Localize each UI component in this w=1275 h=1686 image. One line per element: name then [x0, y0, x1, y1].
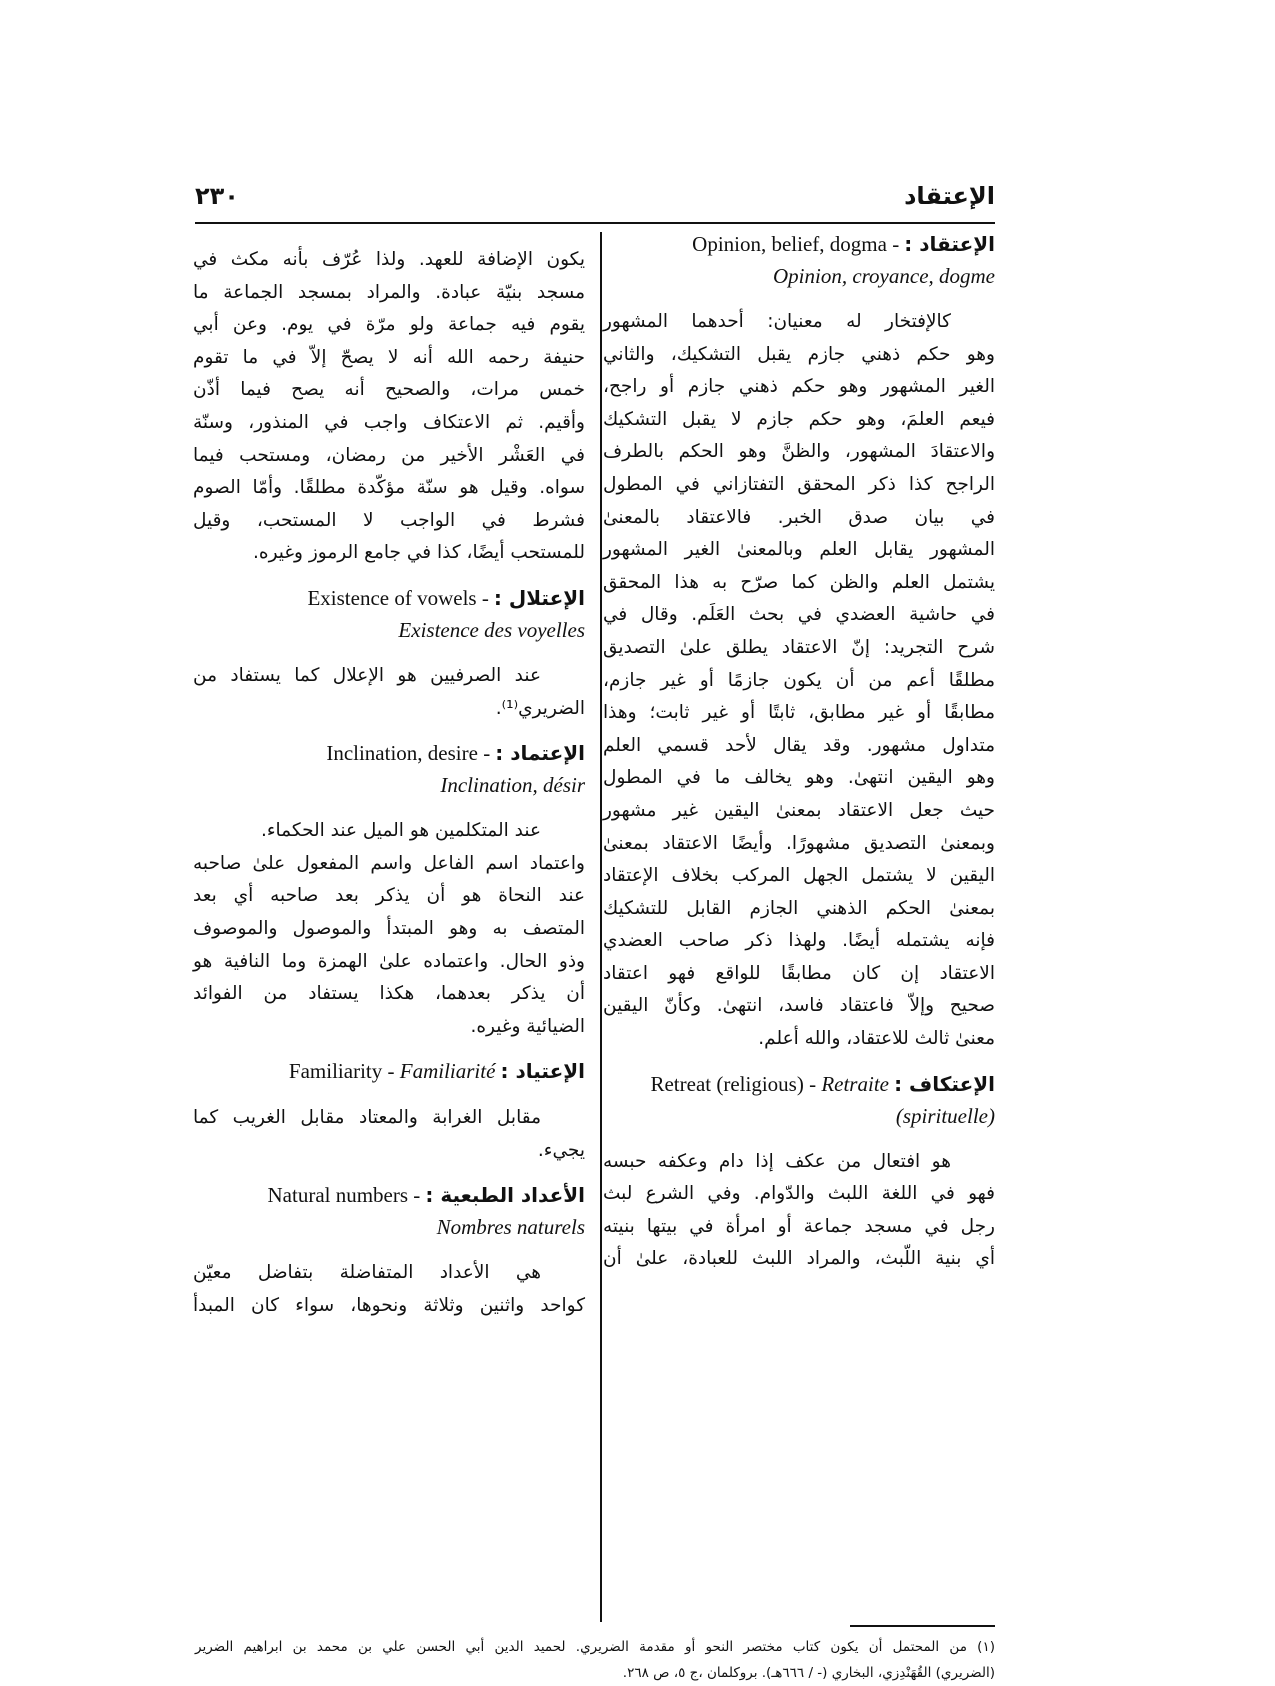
- text-line: بمعنىٰ الحكم الذهني الجازم القابل للتشكيك: [603, 897, 995, 919]
- text-line: كواحد واثنين وثلاثة ونحوها، سواء كان المبدأ: [193, 1295, 585, 1317]
- french-text: Nombres naturels: [436, 1215, 585, 1240]
- text-line: يشتمل العلم والظن كما صرّح به هذا المحقق: [603, 571, 995, 593]
- text-line: الراجح كذا ذكر المحقق التفتازاني في المطول: [603, 473, 995, 495]
- text-line: متداول مشهور. وقد يقال لأحد قسمي العلم: [603, 734, 995, 756]
- entry-headword: الأعداد الطبعية :: [425, 1183, 585, 1208]
- footnotes: [195, 1634, 995, 1686]
- entry-definition: [603, 306, 995, 1056]
- entry-definition: [193, 815, 585, 1043]
- text-line: كالإفتخار له معنيان: أحدهما المشهور: [603, 311, 951, 332]
- text-line: أي بنية اللّبث، والمراد اللبث للعبادة، علىٰ أن: [603, 1248, 995, 1270]
- text-line: فيعم العلمَ، وهو حكم جازم لا يقبل التشكيك: [603, 408, 995, 430]
- entry-french-gloss: [193, 615, 585, 646]
- dictionary-entry-heading: [603, 1068, 995, 1132]
- entry-definition: [193, 660, 585, 725]
- footnote-line: (الضريري) القُهَنْدِزي، البخاري (- / ٦٦٦هـ). بروكلمان ،ج ٥، ص ٢٦٨.: [622, 1665, 995, 1681]
- entry-heading-row: [603, 228, 995, 261]
- text-line: فشرط في الواجب لا المستحب، وقيل: [193, 509, 585, 531]
- dictionary-entry-heading: [193, 1179, 585, 1243]
- text-line: عند المتكلمين هو الميل عند الحكماء.: [260, 820, 541, 842]
- entry-headword: الإعتماد :: [495, 741, 585, 766]
- text-line: في العَشْر الأخير من رمضان، ومستحب فيما: [193, 444, 585, 466]
- text-line: حنيفة رحمه الله أنه لا يصحّ إلاّ في ما تقوم: [193, 346, 585, 368]
- entry-french-gloss: Retraite: [821, 1071, 889, 1096]
- text-line: وبمعنىٰ التصديق مشهورًا. وأيضًا الاعتقاد بمعنىٰ: [603, 832, 995, 854]
- entry-definition: [193, 1257, 585, 1322]
- text-line: عند النحاة هو أن يذكر بعد صاحبه أي بعد: [193, 885, 585, 907]
- french-text: Opinion, croyance, dogme: [773, 264, 995, 288]
- text-line: رجل في مسجد جماعة أو امرأة في بيتها بنيته: [603, 1215, 995, 1237]
- dictionary-entry-heading: [603, 228, 995, 292]
- text-line: مقابل الغرابة والمعتاد مقابل الغريب كما: [193, 1107, 541, 1129]
- entry-english-gloss: Familiarity - Familiarité: [288, 1059, 496, 1084]
- text-line: مطلقًا أعم من أن يكون جازمًا أو غير جازم،: [603, 669, 995, 691]
- entry-english-gloss: Retreat (religious) - Retraite: [650, 1071, 889, 1096]
- entry-headword: الإعتياد :: [500, 1059, 585, 1084]
- dictionary-entry-heading: [193, 1055, 585, 1088]
- text-line: هو افتعال من عكف إذا دام وعكفه حبسه: [603, 1150, 951, 1172]
- text-line: في بيان صدق الخبر. فالاعتقاد بالمعنىٰ: [603, 506, 995, 528]
- text-line: الغير المشهور وهو حكم ذهني جازم أو راجح،: [603, 376, 995, 398]
- text-line: في حاشية العضدي في بحث العَلَم. وقال في: [603, 604, 995, 626]
- footnote-rule: [850, 1625, 995, 1627]
- text-line: معنىٰ ثالث للاعتقاد، والله أعلم.: [758, 1028, 995, 1050]
- text-line: يجيء.: [537, 1139, 585, 1161]
- text-line: يكون الإضافة للعهد. ولذا عُرّف بأنه مكث في: [193, 249, 585, 270]
- text-line: مسجد بنيّة عبادة. والمراد بمسجد الجماعة ما: [193, 281, 585, 303]
- text-line: الضيائية وغيره.: [470, 1015, 585, 1037]
- text-line: هي الأعداد المتفاضلة بتفاضل معيّن: [193, 1262, 541, 1284]
- entry-headword: الإعتقاد :: [904, 232, 995, 256]
- running-head: الإعتقاد: [904, 182, 995, 210]
- french-text: Inclination, désir: [440, 773, 585, 798]
- text-line: للمستحب أيضًا، كذا في جامع الرموز وغيره.: [253, 542, 585, 564]
- text-line: الاعتقاد إن كان مطابقًا للواقع فهو اعتقاد: [603, 962, 995, 984]
- text-line: فهو في اللغة اللبث والدّوام. وفي الشرع لبث: [603, 1183, 995, 1205]
- entry-english-gloss: Natural numbers -: [267, 1183, 421, 1208]
- text-line: وهو اليقين انتهىٰ. وهو يخالف ما في المطول: [603, 767, 995, 789]
- french-text: (spirituelle): [895, 1103, 995, 1128]
- entry-heading-row: [193, 737, 585, 770]
- entry-french-gloss: [193, 770, 585, 801]
- entry-english-gloss: Opinion, belief, dogma -: [692, 232, 900, 256]
- entry-heading-row: [603, 1068, 995, 1101]
- text-line: حيث جعل الاعتقاد بمعنىٰ اليقين غير مشهور: [603, 799, 995, 821]
- text-line: وذو الحال. واعتماده علىٰ الهمزة وما النافية هو: [193, 950, 585, 972]
- text-line: صحيح وإلاّ فاعتقاد فاسد، انتهىٰ. وكأنّ اليقين: [603, 995, 995, 1017]
- text-line: مطابقًا أو غير مطابق، ثابتًا أو غير ثابت؛ وهذا: [603, 702, 995, 724]
- text-line: سواه. وقيل هو سنّة مؤكّدة مطلقًا. وأمّا الصوم: [193, 477, 585, 499]
- footnote-line: (١) من المحتمل أن يكون كتاب مختصر النحو أو مقدمة الضريري. لحميد الدين أبي الحسن علي بن محمد بن ابراهيم الضرير: [195, 1639, 995, 1655]
- entry-definition: [193, 1102, 585, 1167]
- text-line: المشهور يقابل العلم وبالمعنىٰ الغير المشهور: [603, 539, 995, 561]
- entry-heading-row: [193, 582, 585, 615]
- entry-headword: الإعتكاف :: [894, 1071, 995, 1096]
- column-divider: [600, 232, 602, 1622]
- entry-english-gloss: Inclination, desire -: [326, 741, 491, 766]
- text-line: اليقين لا يشتمل الجهل المركب بخلاف الإعتقاد: [603, 865, 995, 887]
- text-line: شرح التجريد: إنّ الاعتقاد يطلق علىٰ التصديق: [603, 636, 995, 658]
- left-column: [193, 228, 585, 1323]
- text-line: والاعتقادَ المشهور، والظنَّ وهو الحكم بالطرف: [603, 441, 995, 463]
- text-line: يقوم فيه جماعة ولو مرّة في يوم. وعن أبي: [193, 314, 585, 336]
- entry-french-gloss: [603, 261, 995, 292]
- page-number: ٢٣٠: [195, 182, 239, 210]
- text-line: واعتماد اسم الفاعل واسم المفعول علىٰ صاحبه: [193, 852, 585, 874]
- text-line: عند الصرفيين هو الإعلال كما يستفاد من: [193, 664, 541, 686]
- text-line: فإنه يشتمله أيضًا. ولهذا ذكر صاحب العضدي: [603, 930, 995, 952]
- entry-french-gloss: [603, 1101, 995, 1132]
- entry-french-gloss: Familiarité: [399, 1059, 496, 1084]
- text-line: المتصف به وهو المبتدأ والموصول والموصوف: [193, 917, 585, 939]
- right-column: [603, 228, 995, 1276]
- text-line: وهو حكم ذهني جازم يقبل التشكيك، والثاني: [603, 343, 995, 365]
- text-line: أن يذكر بعدهما، هكذا يستفاد من الفوائد: [193, 983, 585, 1005]
- entry-definition: [193, 244, 585, 570]
- entry-heading-row: [193, 1179, 585, 1212]
- dictionary-entry-heading: [193, 737, 585, 801]
- header-rule: [195, 222, 995, 224]
- text-line: الضريري⁽¹⁾.: [495, 697, 585, 719]
- entry-french-gloss: [193, 1212, 585, 1243]
- entry-english-gloss: Existence of vowels -: [307, 585, 489, 610]
- french-text: Existence des voyelles: [398, 617, 585, 642]
- entry-headword: الإعتلال :: [493, 585, 585, 610]
- entry-heading-row: [193, 1055, 585, 1088]
- text-line: خمس مرات، والصحيح أنه يصح فيما أذّن: [193, 379, 585, 401]
- entry-definition: [603, 1146, 995, 1276]
- text-line: وأقيم. ثم الاعتكاف واجب في المنذور، وسنّة: [193, 411, 585, 433]
- dictionary-entry-heading: [193, 582, 585, 646]
